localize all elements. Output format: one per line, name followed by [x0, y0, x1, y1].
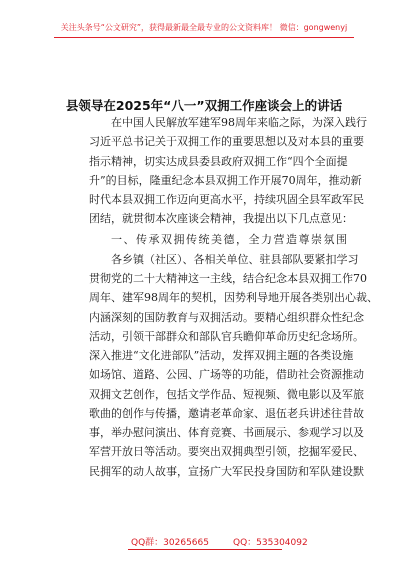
- body-line: 内涵深刻的国防教育与双拥活动。要精心组织群众性纪念: [89, 310, 364, 324]
- footer: [0, 535, 408, 549]
- body-line: 民拥军的动人故事，宣扬广大军民投身国防和军队建设默: [89, 464, 364, 478]
- header-rule: [54, 37, 354, 38]
- body-line: 军营开放日等活动。要突出双拥典型引领，挖掘军爱民、: [89, 445, 364, 459]
- body-line: 活动，引领干部群众和部队官兵瞻仰革命历史纪念场所。: [89, 329, 364, 343]
- body-line: 团结，就贯彻本次座谈会精神，我提出以下几点意见：: [89, 212, 353, 226]
- body-line: 习近平总书记关于双拥工作的重要思想以及对本县的重要: [89, 135, 364, 149]
- body-line: 歌曲的创作与传播，邀请老革命家、退伍老兵讲述往昔故: [89, 406, 364, 420]
- header-banner: 关注头条号“公文研究”，获得最新最全最专业的公文资料库！ 微信：gongwenyj: [60, 23, 348, 32]
- body-line: 一、传承双拥传统美德，全力营造尊崇氛围: [111, 232, 347, 246]
- body-line: 在中国人民解放军建军98周年来临之际，为深入践行: [111, 116, 367, 129]
- body-line: 时代本县双拥工作迈向更高水平，持续巩固全县军政军民: [89, 193, 364, 206]
- body-line: 周年、建军98周年的契机，因势利导地开展各类别出心裁、: [89, 291, 378, 305]
- body-line: 贯彻党的二十大精神这一主线，结合纪念本县双拥工作70: [89, 272, 367, 285]
- body-line: 双拥文艺创作，包括文学作品、短视频、微电影以及军旅: [89, 387, 364, 401]
- body-line: 升”的目标，隆重纪念本县双拥工作开展70周年，推动新: [89, 173, 362, 187]
- body-line: 事，举办慰问演出、体育竞赛、书画展示、参观学习以及: [89, 426, 364, 439]
- footer-qq-group: QQ群：30265665: [131, 538, 209, 548]
- body-line: 各乡镇（社区）、各相关单位、驻县部队要紧扣学习: [111, 252, 359, 266]
- footer-underline: [128, 549, 282, 550]
- footer-qq-number: QQ：535304092: [233, 538, 308, 548]
- document-body: [89, 113, 378, 481]
- document-title: 县领导在2025年“八一”双拥工作座谈会上的讲话: [65, 98, 343, 113]
- body-line: 如场馆、道路、公园、广场等的功能，借助社会资源推动: [89, 368, 364, 382]
- body-line: 深入推进“文化进部队”活动，发挥双拥主题的各类设施: [89, 349, 354, 362]
- body-line: 指示精神，切实达成县委县政府双拥工作“四个全面提: [89, 154, 348, 168]
